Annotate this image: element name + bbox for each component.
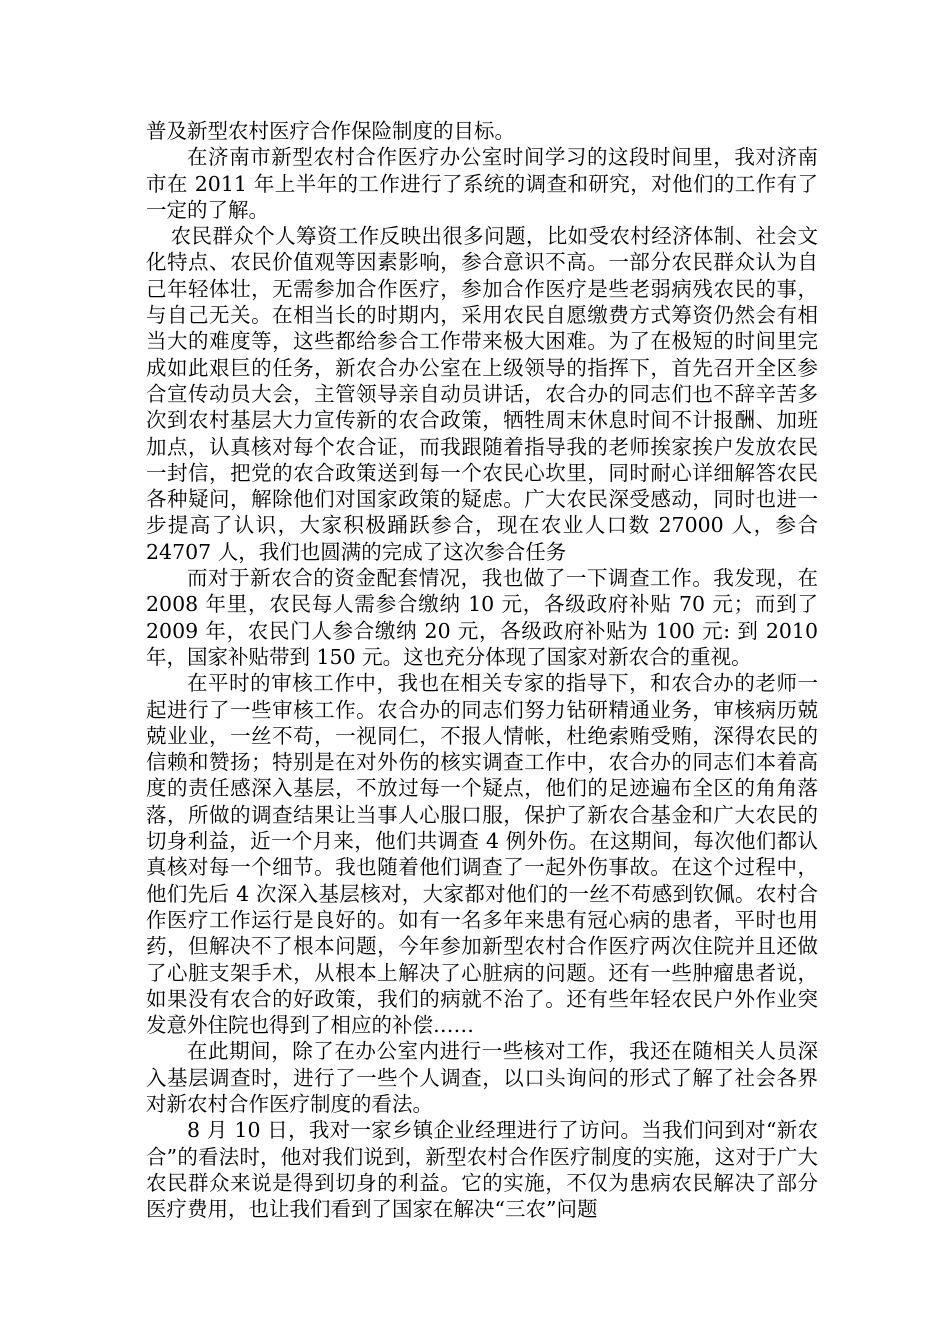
paragraph-5: 在平时的审核工作中，我也在相关专家的指导下，和农合办的老师一起进行了一些审核工作。农合办的同志们努力钻研精通业务，审核病历兢兢业业，一丝不苟，一视同仁，不报人情帐，杜绝索贿受贿，深得农民的信赖和赞扬；特别是在对外伤的核实调查工作中，农合办的同志们本着高度的责任感深入基层，不放过每一个疑点，他们的足迹遍布全区的角角落落，所做的调查结果让当事人心服口服，保护了新农合基金和广大农民的切身利益，近一个月来，他们共调查 4 例外伤。在这期间，每次他们都认真核对每一个细节。我也随着他们调查了一起外伤事故。在这个过程中，他们先后 4 次深入基层核对，大家都对他们的一丝不苟感到钦佩。农村合作医疗工作运行是良好的。如有一名多年来患有冠心病的患者，平时也用药，但解决不了根本问题，今年参加新型农村合作医疗两次住院并且还做了心脏支架手术，从根本上解决了心脏病的问题。还有一些肿瘤患者说，如果没有农合的好政策，我们的病就不治了。还有些年轻农民户外作业突发意外住院也得到了相应的补偿……: [146, 671, 818, 1038]
paragraph-6: 在此期间，除了在办公室内进行一些核对工作，我还在随相关人员深入基层调查时，进行了一些个人调查，以口头询问的形式了解了社会各界对新农村合作医疗制度的看法。: [146, 1039, 818, 1116]
paragraph-7: 8 月 10 日，我对一家乡镇企业经理进行了访问。当我们问到对“新农合”的看法时，他对我们说到，新型农村合作医疗制度的实施，这对于广大农民群众来说是得到切身的利益。它的实施，不仅为患病农民解决了部分医疗费用，也让我们看到了国家在解决“三农”问题: [146, 1118, 818, 1222]
paragraph-4: 而对于新农合的资金配套情况，我也做了一下调查工作。我发现，在 2008 年里，农民每人需参合缴纳 10 元，各级政府补贴 70 元；而到了 2009 年，农民门人参合缴纳 20 元，各级政府补贴为 100 元: 到 2010 年，国家补贴带到 150 元。这也充分体现了国家对新农合的重视。: [146, 566, 818, 669]
paragraph-3: 农民群众个人筹资工作反映出很多问题，比如受农村经济体制、社会文化特点、农民价值观等因素影响，参合意识不高。一部分农民群众认为自己年轻体壮，无需参加合作医疗，参加合作医疗是些老弱病残农民的事，与自己无关。在相当长的时期内，采用农民自愿缴费方式筹资仍然会有相当大的难度等，这些都给参合工作带来极大困难。为了在极短的时间里完成如此艰巨的任务，新农合办公室在上级领导的指挥下，首先召开全区参合宣传动员大会，主管领导亲自动员讲话，农合办的同志们也不辞辛苦多次到农村基层大力宣传新的农合政策，牺牲周末休息时间不计报酬、加班加点，认真核对每个农合证，而我跟随着指导我的老师挨家挨户发放农民一封信，把党的农合政策送到每一个农民心坎里，同时耐心详细解答农民各种疑问，解除他们对国家政策的疑虑。广大农民深受感动，同时也进一步提高了认识，大家积极踊跃参合，现在农业人口数 27000 人，参合 24707 人，我们也圆满的完成了这次参合任务: [146, 224, 818, 564]
document-body: [146, 118, 818, 1222]
paragraph-1: 普及新型农村医疗合作保险制度的目标。: [146, 119, 515, 143]
paragraph-2: 在济南市新型农村合作医疗办公室时间学习的这段时间里，我对济南市在 2011 年上半年的工作进行了系统的调查和研究，对他们的工作有了一定的了解。: [146, 145, 818, 222]
